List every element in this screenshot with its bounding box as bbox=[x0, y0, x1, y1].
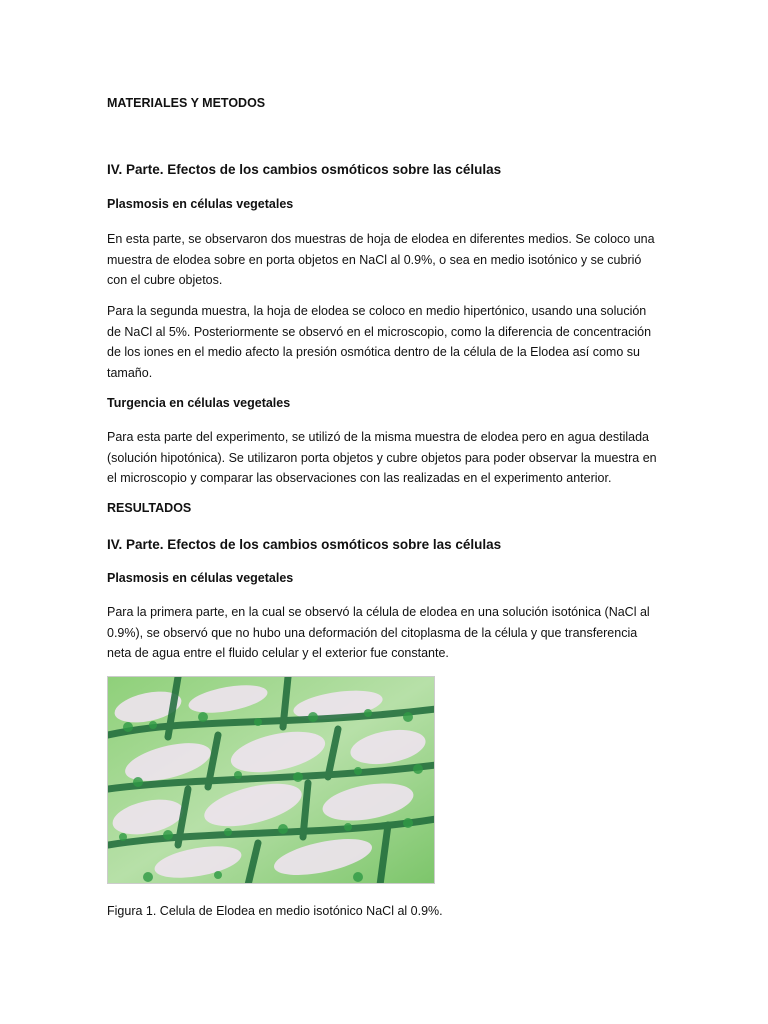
heading-resultados: RESULTADOS bbox=[107, 501, 192, 515]
paragraph-methods-1: En esta parte, se observaron dos muestras de hoja de elodea en diferentes medios. Se coloco una muestra de elodea sobre en porta objetos en NaCl al 0.9%, o sea en medio isotónico y se cubrió con el cubre objetos. bbox=[107, 232, 655, 287]
subheading-plasmosis-results: Plasmosis en células vegetales bbox=[107, 571, 294, 585]
part-title-results: IV. Parte. Efectos de los cambios osmóticos sobre las células bbox=[107, 537, 502, 552]
paragraph-methods-3: Para esta parte del experimento, se utilizó de la misma muestra de elodea pero en agua destilada (solución hipotónica). Se utilizaron porta objetos y cubre objetos para poder observar la muestra en el microscopio y comparar las observaciones con las realizadas en el experimento anterior. bbox=[107, 430, 657, 485]
part-title-methods: IV. Parte. Efectos de los cambios osmóticos sobre las células bbox=[107, 162, 502, 177]
figure-caption: Figura 1. Celula de Elodea en medio isotónico NaCl al 0.9%. bbox=[107, 904, 443, 918]
elodea-micrograph-figure bbox=[107, 676, 435, 884]
paragraph-results-1: Para la primera parte, en la cual se observó la célula de elodea en una solución isotónica (NaCl al 0.9%), se observó que no hubo una deformación del citoplasma de la célula y que transferencia neta de agua entre el fluido celular y el exterior fue constante. bbox=[107, 605, 650, 660]
subheading-plasmosis-methods: Plasmosis en células vegetales bbox=[107, 197, 294, 211]
subheading-turgencia: Turgencia en células vegetales bbox=[107, 396, 291, 410]
heading-materiales-metodos: MATERIALES Y METODOS bbox=[107, 96, 266, 110]
elodea-micrograph-image bbox=[108, 677, 435, 884]
paragraph-methods-2: Para la segunda muestra, la hoja de elodea se coloco en medio hipertónico, usando una solución de NaCl al 5%. Posteriormente se observó en el microscopio, como la diferencia de concentración de los iones en el medio afecto la presión osmótica dentro de la célula de la Elodea así como su tamaño. bbox=[107, 304, 652, 380]
